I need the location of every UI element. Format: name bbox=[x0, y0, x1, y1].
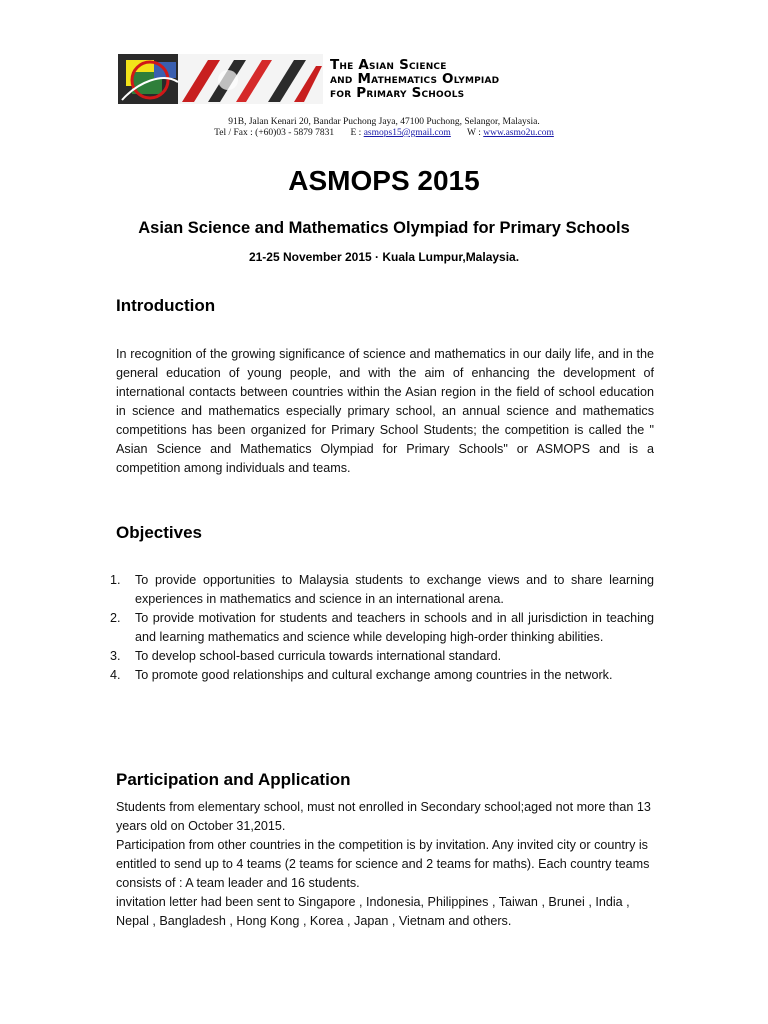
logo-line-1: The Asian Science bbox=[330, 57, 447, 73]
objective-item bbox=[100, 609, 654, 647]
participation-heading: Participation and Application bbox=[116, 770, 351, 789]
objective-text: To promote good relationships and cultural exchange among countries in the network. bbox=[135, 668, 613, 682]
objective-item bbox=[100, 571, 654, 609]
document-subtitle: Asian Science and Mathematics Olympiad for Primary Schools bbox=[138, 219, 630, 237]
introduction-paragraph: In recognition of the growing significance of science and mathematics in our daily life, and in the general education of young people, and with the aim of enhancing the development of international contacts between countries within the Asian region in the field of school education in science and mathematics especially primary school, an annual science and mathematics competitions has been organized for Primary School Students; the competition is called the " Asian Science and Mathematics Olympiad for Primary Schools" or ASMOPS and is a competition among individuals and teams. bbox=[116, 347, 654, 475]
document-title: ASMOPS 2015 bbox=[288, 165, 480, 196]
objective-item bbox=[100, 647, 654, 666]
objective-text: To provide motivation for students and teachers in schools and in all jurisdiction in teaching and learning mathematics and science while developing high-order thinking abilities. bbox=[135, 611, 654, 644]
objective-item bbox=[100, 666, 654, 685]
invitation-rules-paragraph: Participation from other countries in the competition is by invitation. Any invited city or country is entitled to send up to 4 teams (2 teams for science and 2 teams for maths). Each country teams consists of : A team leader and 16 students. bbox=[116, 838, 650, 890]
website-link[interactable]: www.asmo2u.com bbox=[483, 128, 554, 138]
email-link[interactable]: asmops15@gmail.com bbox=[363, 128, 451, 138]
objective-number: 3. bbox=[110, 649, 121, 663]
olympiad-logo-graphic bbox=[118, 52, 323, 108]
phone-fax: Tel / Fax : (+60)03 - 5879 7831 bbox=[214, 128, 335, 138]
objective-number: 2. bbox=[110, 611, 121, 625]
participation-section bbox=[116, 798, 661, 931]
logo-line-3: for Primary Schools bbox=[330, 85, 465, 101]
objective-number: 1. bbox=[110, 573, 121, 587]
objective-number: 4. bbox=[110, 668, 121, 682]
objective-text: To develop school-based curricula towards international standard. bbox=[135, 649, 502, 663]
address-line: 91B, Jalan Kenari 20, Bandar Puchong Jaya, 47100 Puchong, Selangor, Malaysia. bbox=[228, 117, 540, 127]
eligibility-paragraph: Students from elementary school, must not enrolled in Secondary school;aged not more than 13 years old on October 31,2015. bbox=[116, 800, 651, 833]
web-label: W : bbox=[467, 128, 481, 138]
email-label: E : bbox=[350, 128, 362, 138]
contact-line bbox=[0, 128, 768, 138]
invited-countries-paragraph: invitation letter had been sent to Singapore , Indonesia, Philippines , Taiwan , Brunei , India , Nepal , Bangladesh , Hong Kong , Korea , Japan , Vietnam and others. bbox=[116, 895, 630, 928]
introduction-heading: Introduction bbox=[116, 296, 216, 315]
objectives-heading: Objectives bbox=[116, 523, 202, 542]
logo-line-2: and Mathematics Olympiad bbox=[330, 71, 500, 87]
objective-text: To provide opportunities to Malaysia students to exchange views and to share learning experiences in mathematics and science in an international arena. bbox=[135, 573, 654, 606]
asmops-logo-banner bbox=[118, 52, 660, 108]
event-date-location: 21-25 November 2015 · Kuala Lumpur,Malaysia. bbox=[248, 250, 520, 264]
objectives-list bbox=[100, 571, 654, 685]
logo-wordmark bbox=[330, 58, 660, 100]
